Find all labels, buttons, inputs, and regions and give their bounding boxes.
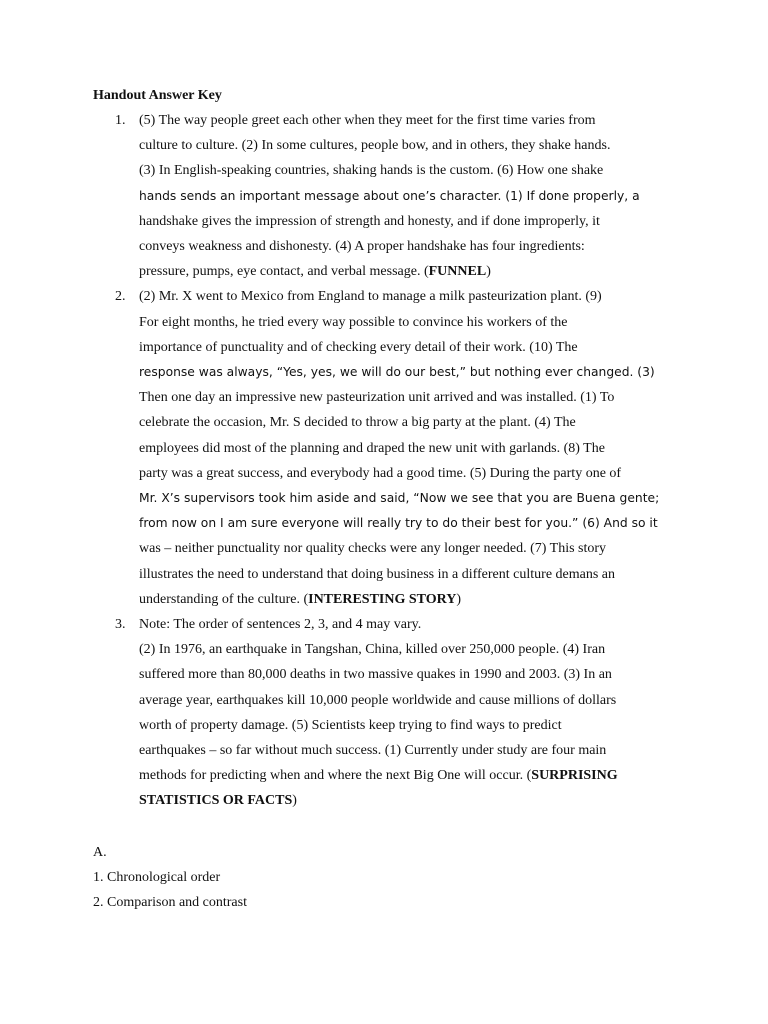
paragraph-type-label: INTERESTING STORY [308,591,457,607]
text-line: was – neither punctuality nor quality checks were any longer needed. (7) This story [139,541,607,557]
text-line: importance of punctuality and of checking every detail of their work. (10) The [139,339,578,355]
text-line: (2) Mr. X went to Mexico from England to manage a milk pasteurization plant. (9) [139,289,602,305]
text-line: from now on I am sure everyone will really try to do their best for you.” (6) And so it [139,516,658,531]
section-item: 2. Comparison and contrast [93,895,247,911]
text-segment: understanding of the culture. ( [139,591,309,607]
text-line: employees did most of the planning and draped the new unit with garlands. (8) The [139,440,605,456]
text-line: Mr. X’s supervisors took him aside and said, “Now we see that you are Buena gente; [139,491,660,506]
text-line-with-label [139,259,683,284]
text-line: worth of property damage. (5) Scientists keep trying to find ways to predict [139,717,562,733]
paragraph-type-label: FUNNEL [428,264,487,280]
item-number: 3. [115,617,126,633]
text-segment: methods for predicting when and where the next Big One will occur. ( [139,768,532,784]
text-line: hands sends an important message about one’s character. (1) If done properly, a [139,188,640,203]
section-heading: A. [93,845,107,860]
text-segment: pressure, pumps, eye contact, and verbal message. ( [139,264,429,280]
paragraph-type-label: STATISTICS OR FACTS [139,793,293,809]
paragraph-type-label: SURPRISING [531,768,618,784]
answer-list [93,108,683,814]
section-item: 1. Chronological order [93,870,221,886]
text-line: Then one day an impressive new pasteurization unit arrived and was installed. (1) To [139,390,615,406]
section-a [93,840,247,916]
text-line: handshake gives the impression of strength and honesty, and if done improperly, it [139,213,600,229]
text-line: earthquakes – so far without much success. (1) Currently under study are four main [139,743,607,759]
text-segment: ) [486,264,491,280]
text-line: suffered more than 80,000 deaths in two massive quakes in 1990 and 2003. (3) In an [139,667,612,683]
note-line: Note: The order of sentences 2, 3, and 4 may vary. [139,617,422,633]
text-line: culture to culture. (2) In some cultures, people bow, and in others, they shake hands. [139,138,611,154]
text-segment: ) [292,793,297,809]
text-line: illustrates the need to understand that doing business in a different culture demans an [139,566,616,582]
text-segment: ) [456,591,462,607]
answer-item-1 [93,108,683,284]
item-number: 2. [115,289,126,305]
text-line-with-label [139,587,683,612]
answer-item-2 [93,284,683,612]
text-line: (3) In English-speaking countries, shaking hands is the custom. (6) How one shake [139,163,604,179]
text-line: For eight months, he tried every way possible to convince his workers of the [139,314,568,330]
answer-item-3 [93,612,683,814]
text-line: average year, earthquakes kill 10,000 people worldwide and cause millions of dollars [139,692,617,708]
document-title: Handout Answer Key [93,88,222,103]
text-line: response was always, “Yes, yes, we will do our best,” but nothing ever changed. (3) [139,365,655,380]
text-line: (2) In 1976, an earthquake in Tangshan, China, killed over 250,000 people. (4) Iran [139,642,606,658]
text-line: party was a great success, and everybody had a good time. (5) During the party one of [139,465,622,481]
item-number: 1. [115,113,126,128]
text-line-with-label [139,788,683,813]
text-line-with-label [139,763,683,788]
text-line: conveys weakness and dishonesty. (4) A proper handshake has four ingredients: [139,239,585,255]
text-line: celebrate the occasion, Mr. S decided to throw a big party at the plant. (4) The [139,415,576,431]
text-line: (5) The way people greet each other when they meet for the first time varies from [139,113,596,128]
